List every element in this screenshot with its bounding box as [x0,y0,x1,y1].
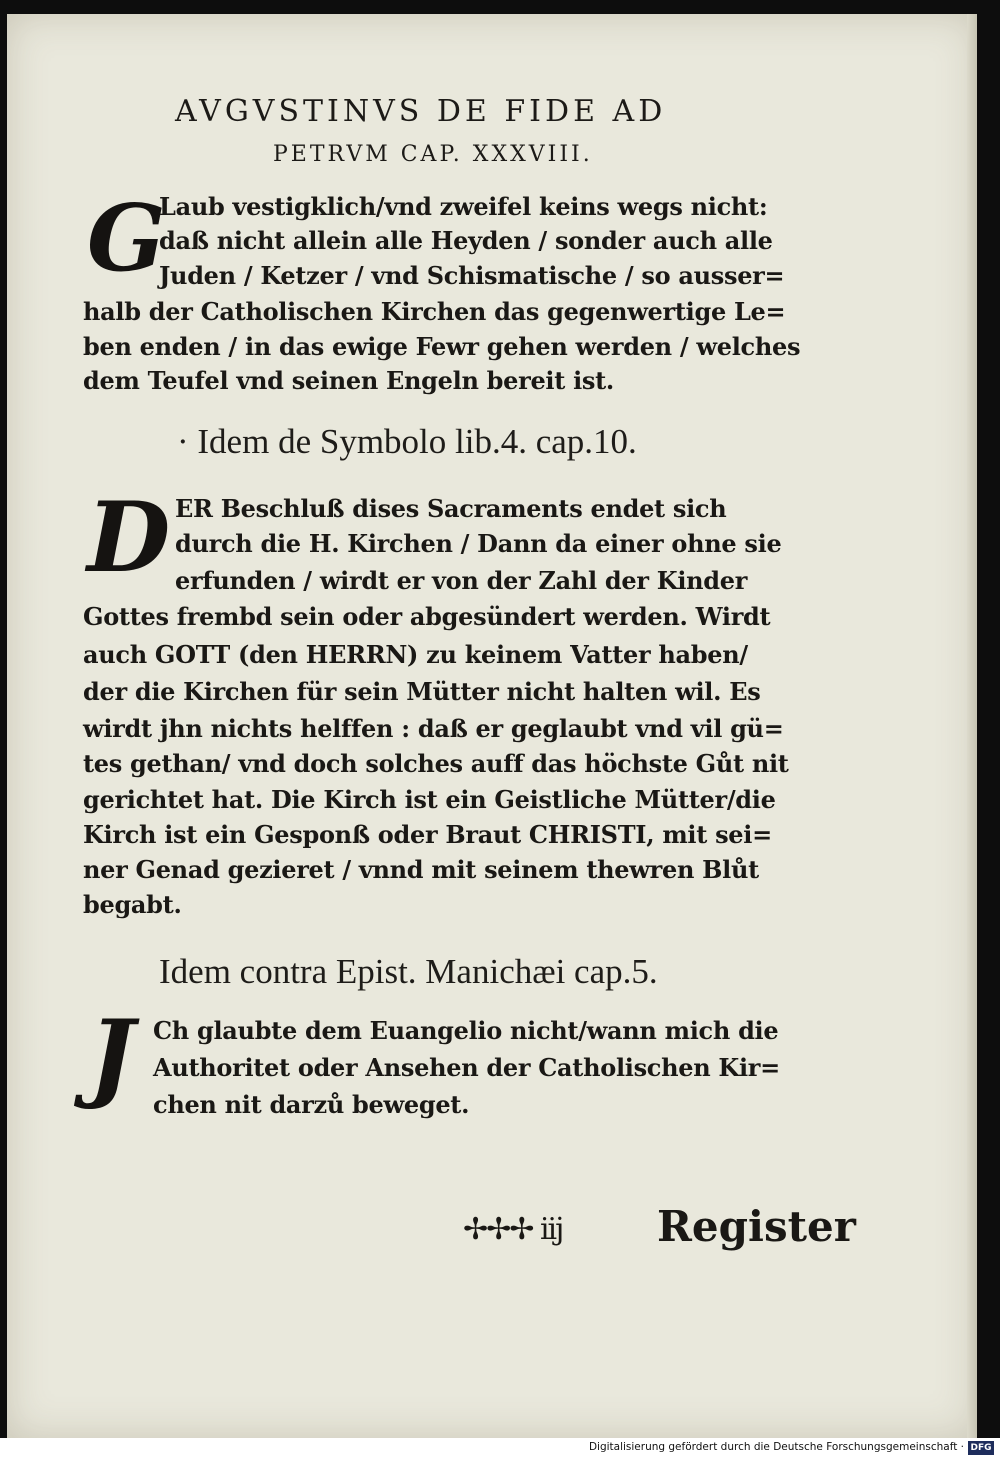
decorated-initial-g: G [87,184,166,292]
dfg-logo[interactable]: DFG [968,1441,994,1455]
section2-line-3: erfunden / wirdt er von der Zahl der Kinder [175,566,748,595]
book-page [7,14,977,1438]
section3-line-3: chen nit darzů beweget. [153,1090,470,1119]
decorated-initial-j: J [89,999,135,1112]
signature-mark: ✢✢✢ iij [463,1212,563,1247]
section2-line-9: gerichtet hat. Die Kirch ist ein Geistliche Mütter/die [83,785,776,814]
section2-heading: · Idem de Symbolo lib.4. cap.10. [177,422,637,461]
section2-line-2: durch die H. Kirchen / Dann da einer ohne sie [175,529,782,558]
section1-line-5: ben enden / in das ewige Fewr gehen werden / welches [83,332,801,361]
decorated-initial-d: D [87,481,171,594]
catchword: Register [657,1202,856,1251]
section1-line-1: Laub vestigklich/vnd zweifel keins wegs nicht: [159,192,768,221]
section1-line-2: daß nicht allein alle Heyden / sonder auch alle [159,226,773,255]
section1-line-3: Juden / Ketzer / vnd Schismatische / so ausser= [159,261,785,290]
section3-line-2: Authoritet oder Ansehen der Catholischen Kir= [153,1053,780,1082]
section2-line-11: ner Genad gezieret / vnnd mit seinem thewren Blůt [83,855,759,884]
section1-line-6: dem Teufel vnd seinen Engeln bereit ist. [83,366,614,395]
running-title-line-2: PETRVM CAP. XXXVIII. [273,142,593,167]
funding-notice: Digitalisierung gefördert durch die Deutsche Forschungsgemeinschaft · [588,1441,964,1453]
section2-line-10: Kirch ist ein Gesponß oder Braut CHRISTI, mit sei= [83,820,772,849]
section2-line-4: Gottes frembd sein oder abgesündert werden. Wirdt [83,602,771,631]
section3-heading: Idem contra Epist. Manichæi cap.5. [159,952,658,991]
section3-line-1: Ch glaubte dem Euangelio nicht/wann mich die [153,1016,779,1045]
section1-line-4: halb der Catholischen Kirchen das gegenwertige Le= [83,297,786,326]
section2-line-7: wirdt jhn nichts helffen : daß er geglaubt vnd vil gü= [83,714,784,743]
page-edge [967,14,977,1438]
running-title-line-1: AVGVSTINVS DE FIDE AD [175,94,667,129]
footer-bar [0,1438,1000,1459]
section2-line-8: tes gethan/ vnd doch solches auff das höchste Gůt nit [83,749,789,778]
section2-line-6: der die Kirchen für sein Mütter nicht halten wil. Es [83,677,761,706]
section2-line-1: ER Beschluß dises Sacraments endet sich [175,494,727,523]
section2-line-5: auch GOTT (den HERRN) zu keinem Vatter haben/ [83,640,748,669]
section2-line-12: begabt. [83,890,182,919]
